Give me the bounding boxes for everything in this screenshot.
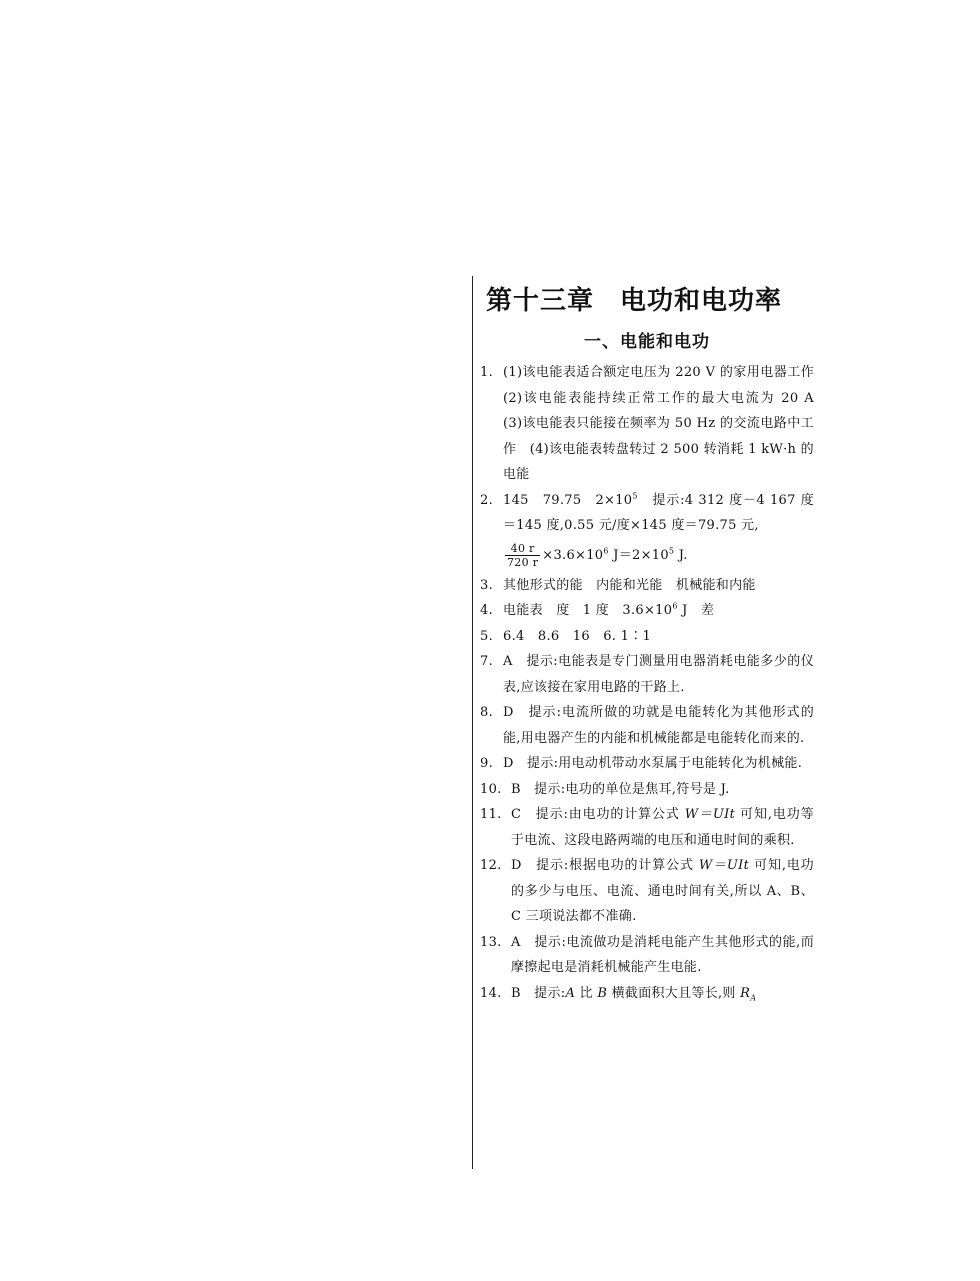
- answer-value: 145: [503, 492, 529, 508]
- item-text: 电能表 度 1 度 3.6×10: [503, 603, 673, 618]
- item-text: 6.4 8.6 16 6. 1∶1: [503, 628, 652, 644]
- chapter-title: [486, 280, 814, 317]
- item-text: D 提示:用电动机带动水泵属于电能转化为机械能.: [503, 756, 803, 771]
- item-number: 8.: [480, 705, 494, 720]
- variable: A: [565, 985, 576, 1001]
- item-text: A 提示:电流做功是消耗电能产生其他形式的能,而摩擦起电是消耗机械能产生电能.: [511, 934, 814, 975]
- item-text: (1)该电能表适合额定电压为 220 V 的家用电器工作 (2)该电能表能持续正常工作的最大电流为 20 A (3)该电能表只能接在频率为 50 Hz 的交流电路中工作 (4)该电能表转盘转过 2 500 转消耗 1 kW·h 的电能: [503, 365, 828, 482]
- answer-item-11: [480, 802, 814, 853]
- chapter-number: 第十三章: [486, 286, 595, 316]
- item-text: 可知,电功等于电流、这段电路两端的电压和通电时间的乘积.: [511, 807, 814, 848]
- fraction-numerator: 40 r: [505, 542, 540, 556]
- item-number: 13.: [480, 934, 502, 950]
- answer-value: 79.75: [542, 492, 582, 508]
- answer-item-7: [480, 649, 814, 700]
- item-number: 10.: [480, 781, 502, 797]
- item-number: 11.: [480, 807, 502, 822]
- answer-item-8: [480, 700, 814, 751]
- item-text: 比: [575, 985, 598, 1001]
- exponent: 6: [603, 546, 609, 556]
- formula: W＝UIt: [698, 858, 750, 873]
- formula: W＝UIt: [684, 807, 736, 822]
- item-text: 可知,电功的多少与电压、电流、通电时间有关,所以 A、B、C 三项说法都不准确.: [511, 858, 814, 924]
- answer-item-10: [480, 777, 814, 803]
- answer-item-2: [480, 488, 814, 539]
- item-number: 12.: [480, 858, 502, 873]
- answer-column: [480, 276, 828, 1006]
- item-text: C 提示:由电功的计算公式: [511, 807, 685, 822]
- item-number: 2.: [480, 492, 494, 508]
- item-number: 5.: [480, 628, 494, 644]
- answer-item-5: [480, 624, 814, 650]
- answer-item-9: [480, 751, 814, 777]
- exponent: 5: [632, 491, 638, 501]
- chapter-name: 电功和电功率: [620, 286, 783, 316]
- item-text: B 提示:电功的单位是焦耳,符号是 J.: [511, 781, 730, 797]
- column-divider-line: [472, 276, 473, 1169]
- subscript: A: [750, 993, 757, 1003]
- section-title: 一、电能和电功: [584, 332, 710, 352]
- answer-item-14: [480, 981, 814, 1007]
- item-text: D 提示:根据电功的计算公式: [511, 858, 699, 873]
- item-text: B 提示:: [511, 985, 566, 1001]
- answer-item-1: [480, 360, 828, 488]
- item-number: 4.: [480, 603, 494, 618]
- fraction-denominator: 720 r: [507, 555, 539, 569]
- item-text: A 提示:电能表是专门测量用电器消耗电能多少的仪表,应该接在家用电路的干路上.: [503, 654, 814, 695]
- answer-item-2-formula: [480, 539, 814, 573]
- answer-value: 2×10: [595, 492, 633, 508]
- answer-item-4: [480, 598, 814, 624]
- item-number: 14.: [480, 985, 502, 1001]
- item-number: 3.: [480, 577, 494, 593]
- item-number: 9.: [480, 756, 494, 771]
- item-number: 1.: [480, 365, 494, 380]
- variable: R: [740, 985, 751, 1001]
- item-text: J 差: [677, 603, 715, 618]
- formula-text: J.: [674, 547, 688, 563]
- item-text: 其他形式的能 内能和光能 机械能和内能: [503, 577, 756, 593]
- answer-item-12: [480, 853, 814, 930]
- exponent: 5: [668, 546, 675, 556]
- exponent: 6: [672, 601, 678, 611]
- fraction: [505, 542, 540, 569]
- item-text: D 提示:电流所做的功就是电能转化为其他形式的能,用电器产生的内能和机械能都是电能转化而来的.: [503, 705, 814, 746]
- item-number: 7.: [480, 654, 494, 669]
- formula-text: ×3.6×10: [542, 547, 604, 563]
- hint-text: 提示:4 312 度－4 167 度＝145 度,0.55 元/度×145 度＝79.75 元,: [503, 492, 814, 533]
- item-text: 横截面积大且等长,则: [607, 985, 741, 1001]
- variable: B: [597, 985, 608, 1001]
- answer-item-13: [480, 930, 814, 981]
- answer-item-3: [480, 573, 814, 599]
- formula-text: J＝2×10: [608, 547, 669, 563]
